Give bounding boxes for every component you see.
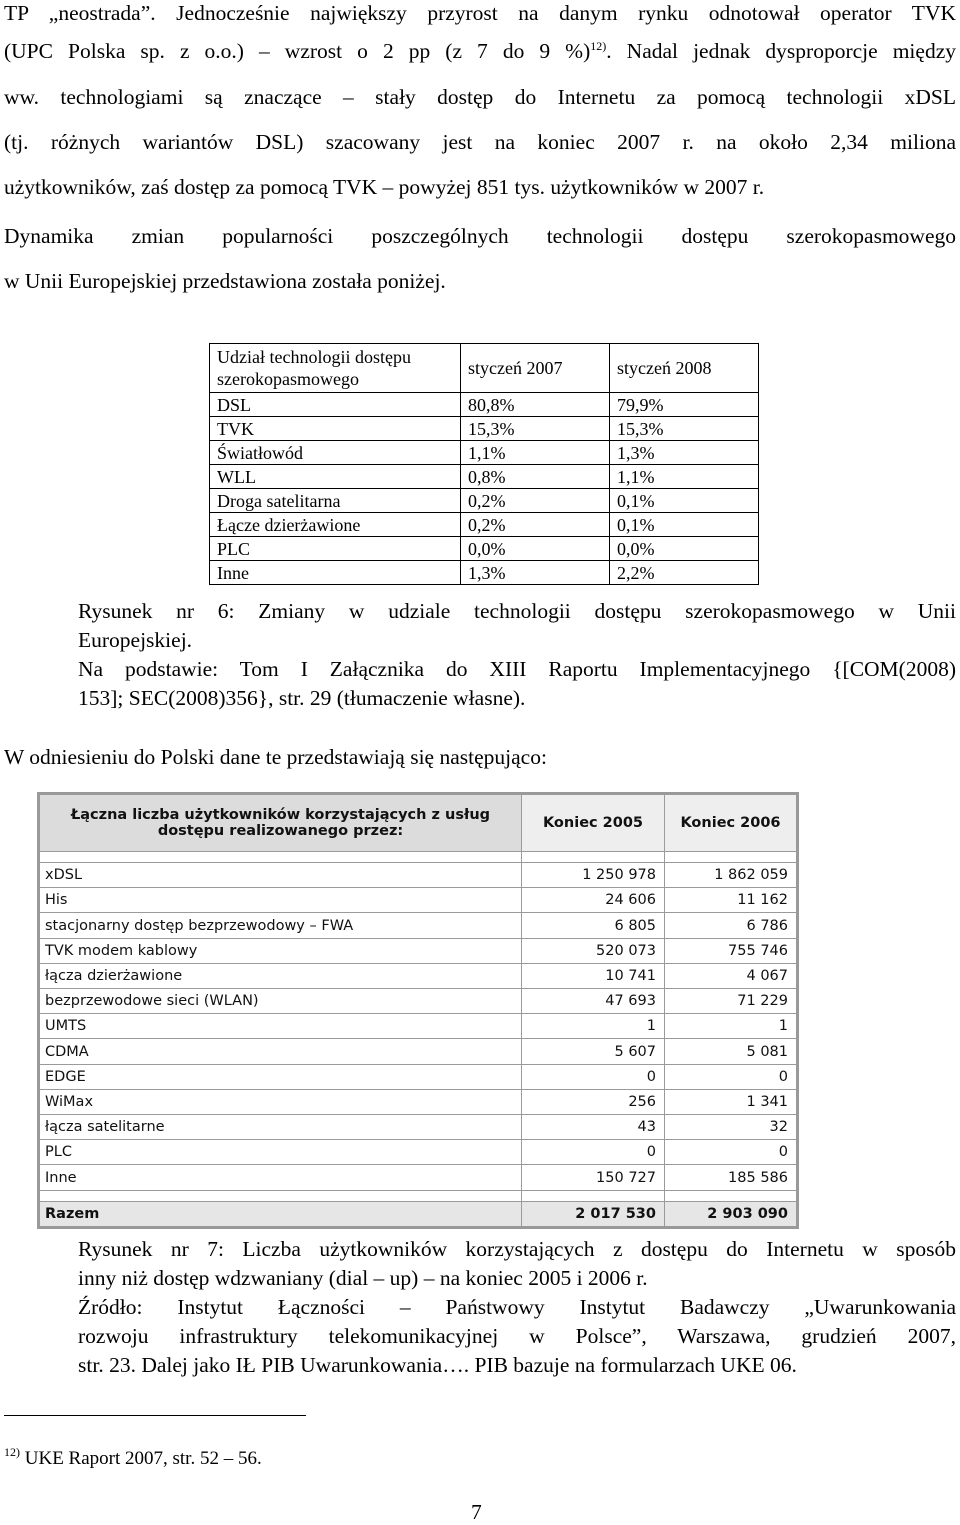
cell: Łącze dzierżawione <box>210 513 461 537</box>
cell: bezprzewodowe sieci (WLAN) <box>40 989 522 1014</box>
cell: WiMax <box>40 1089 522 1114</box>
cell: 150 727 <box>522 1165 665 1190</box>
cell: His <box>40 888 522 913</box>
cell: 2 903 090 <box>665 1201 797 1226</box>
header-cell: Koniec 2006 <box>665 795 797 852</box>
cell: 1 250 978 <box>522 863 665 888</box>
caption-line: Rysunek nr 6: Zmiany w udziale technologii dostępu szerokopasmowego w Unii <box>78 599 956 623</box>
spacer-row <box>40 852 797 863</box>
table-row <box>40 888 797 913</box>
cell: CDMA <box>40 1039 522 1064</box>
cell: PLC <box>40 1140 522 1165</box>
cell: TVK <box>210 417 461 441</box>
table-row <box>40 1039 797 1064</box>
cell: TVK modem kablowy <box>40 938 522 963</box>
cell: Światłowód <box>210 441 461 465</box>
table-row <box>40 863 797 888</box>
table-row <box>40 1165 797 1190</box>
caption-line: Europejskiej. <box>78 628 193 652</box>
cell: 47 693 <box>522 989 665 1014</box>
cell: 0,2% <box>461 489 610 513</box>
table-row <box>210 489 759 513</box>
table-row <box>40 1115 797 1140</box>
table-header-row <box>40 795 797 852</box>
footnote-ref: 12) <box>590 39 607 53</box>
cell: 5 081 <box>665 1039 797 1064</box>
table-row <box>210 561 759 585</box>
cell: 11 162 <box>665 888 797 913</box>
text-span: (UPC Polska sp. z o.o.) – wzrost o 2 pp (z 7 do 9 %) <box>4 39 591 63</box>
table-row <box>40 1014 797 1039</box>
caption-line: Na podstawie: Tom I Załącznika do XIII Raportu Implementacyjnego {[COM(2008) <box>78 657 956 681</box>
cell: 0,0% <box>461 537 610 561</box>
cell: 79,9% <box>610 393 759 417</box>
body-text-line: W odniesieniu do Polski dane te przedstawiają się następująco: <box>4 745 547 769</box>
cell: 71 229 <box>665 989 797 1014</box>
cell: 0,8% <box>461 465 610 489</box>
table-row <box>210 441 759 465</box>
cell: 15,3% <box>461 417 610 441</box>
table-row <box>40 1064 797 1089</box>
cell: 43 <box>522 1115 665 1140</box>
header-cell: styczeń 2007 <box>461 344 610 393</box>
table-row <box>40 963 797 988</box>
cell: 1 341 <box>665 1089 797 1114</box>
cell: stacjonarny dostęp bezprzewodowy – FWA <box>40 913 522 938</box>
table-row <box>210 465 759 489</box>
table-header-row <box>210 344 759 393</box>
footnote <box>4 1445 262 1470</box>
cell: Inne <box>40 1165 522 1190</box>
cell: 256 <box>522 1089 665 1114</box>
cell: Droga satelitarna <box>210 489 461 513</box>
cell: 5 607 <box>522 1039 665 1064</box>
footnote-text: UKE Raport 2007, str. 52 – 56. <box>20 1448 262 1469</box>
cell: 6 786 <box>665 913 797 938</box>
cell: 0 <box>522 1140 665 1165</box>
cell: 15,3% <box>610 417 759 441</box>
cell: łącza satelitarne <box>40 1115 522 1140</box>
table-row <box>210 393 759 417</box>
figure-caption <box>78 1235 956 1380</box>
cell: 1,1% <box>461 441 610 465</box>
cell: WLL <box>210 465 461 489</box>
cell: 0,1% <box>610 513 759 537</box>
cell: 2 017 530 <box>522 1201 665 1226</box>
cell: 4 067 <box>665 963 797 988</box>
table-row <box>210 537 759 561</box>
caption-line: str. 23. Dalej jako IŁ PIB Uwarunkowania…. PIB bazuje na formularzach UKE 06. <box>78 1353 797 1377</box>
body-text-line: Dynamika zmian popularności poszczególnych technologii dostępu szerokopasmowego <box>4 224 956 248</box>
cell: Inne <box>210 561 461 585</box>
header-cell: Koniec 2005 <box>522 795 665 852</box>
cell: 2,2% <box>610 561 759 585</box>
cell: 755 746 <box>665 938 797 963</box>
body-text-line <box>4 39 956 63</box>
table-row <box>40 938 797 963</box>
cell: PLC <box>210 537 461 561</box>
body-text-line: TP „neostrada”. Jednocześnie największy przyrost na danym rynku odnotował operator TVK <box>4 1 956 25</box>
cell: 1 <box>665 1014 797 1039</box>
cell: Razem <box>40 1201 522 1226</box>
poland-users-table <box>37 792 799 1229</box>
footnote-marker: 12) <box>4 1445 20 1459</box>
cell: xDSL <box>40 863 522 888</box>
cell: 0 <box>665 1064 797 1089</box>
cell: 24 606 <box>522 888 665 913</box>
table-row <box>210 513 759 537</box>
table-row <box>40 989 797 1014</box>
caption-line: inny niż dostęp wdzwaniany (dial – up) – na koniec 2005 i 2006 r. <box>78 1266 648 1290</box>
header-cell: Łączna liczba użytkowników korzystających z usług dostępu realizowanego przez: <box>40 795 522 852</box>
cell: 0,2% <box>461 513 610 537</box>
table-total-row <box>40 1201 797 1226</box>
table-row <box>40 1140 797 1165</box>
cell: 1 862 059 <box>665 863 797 888</box>
spacer-row <box>40 1190 797 1201</box>
page-number: 7 <box>471 1500 482 1524</box>
caption-line: Źródło: Instytut Łączności – Państwowy Instytut Badawczy „Uwarunkowania <box>78 1295 956 1319</box>
caption-line: 153]; SEC(2008)356}, str. 29 (tłumaczenie własne). <box>78 686 526 710</box>
cell: 0 <box>522 1064 665 1089</box>
cell: 0 <box>665 1140 797 1165</box>
body-text-line: ww. technologiami są znaczące – stały dostęp do Internetu za pomocą technologii xDSL <box>4 85 956 109</box>
cell: 520 073 <box>522 938 665 963</box>
cell: 1,3% <box>461 561 610 585</box>
cell: 185 586 <box>665 1165 797 1190</box>
cell: 0,0% <box>610 537 759 561</box>
cell: 1 <box>522 1014 665 1039</box>
cell: UMTS <box>40 1014 522 1039</box>
cell: 32 <box>665 1115 797 1140</box>
caption-line: Rysunek nr 7: Liczba użytkowników korzystających z dostępu do Internetu w sposób <box>78 1237 956 1261</box>
cell: 6 805 <box>522 913 665 938</box>
cell: EDGE <box>40 1064 522 1089</box>
header-cell: styczeń 2008 <box>610 344 759 393</box>
header-cell: Udział technologii dostępu szerokopasmowego <box>210 344 461 393</box>
figure-caption <box>78 597 956 713</box>
cell: DSL <box>210 393 461 417</box>
table-row <box>40 1089 797 1114</box>
cell: 80,8% <box>461 393 610 417</box>
text-span: . Nadal jednak dysproporcje między <box>606 39 956 63</box>
table-row <box>40 913 797 938</box>
cell: 10 741 <box>522 963 665 988</box>
table-row <box>210 417 759 441</box>
footnote-separator <box>4 1415 306 1416</box>
caption-line: rozwoju infrastruktury telekomunikacyjnej w Polsce”, Warszawa, grudzień 2007, <box>78 1324 956 1348</box>
cell: łącza dzierżawione <box>40 963 522 988</box>
body-text-line: w Unii Europejskiej przedstawiona została poniżej. <box>4 269 446 293</box>
cell: 1,1% <box>610 465 759 489</box>
cell: 1,3% <box>610 441 759 465</box>
body-text-line: (tj. różnych wariantów DSL) szacowany jest na koniec 2007 r. na około 2,34 miliona <box>4 130 956 154</box>
cell: 0,1% <box>610 489 759 513</box>
body-text-line: użytkowników, zaś dostęp za pomocą TVK – powyżej 851 tys. użytkowników w 2007 r. <box>4 175 765 199</box>
eu-broadband-table <box>209 343 759 585</box>
